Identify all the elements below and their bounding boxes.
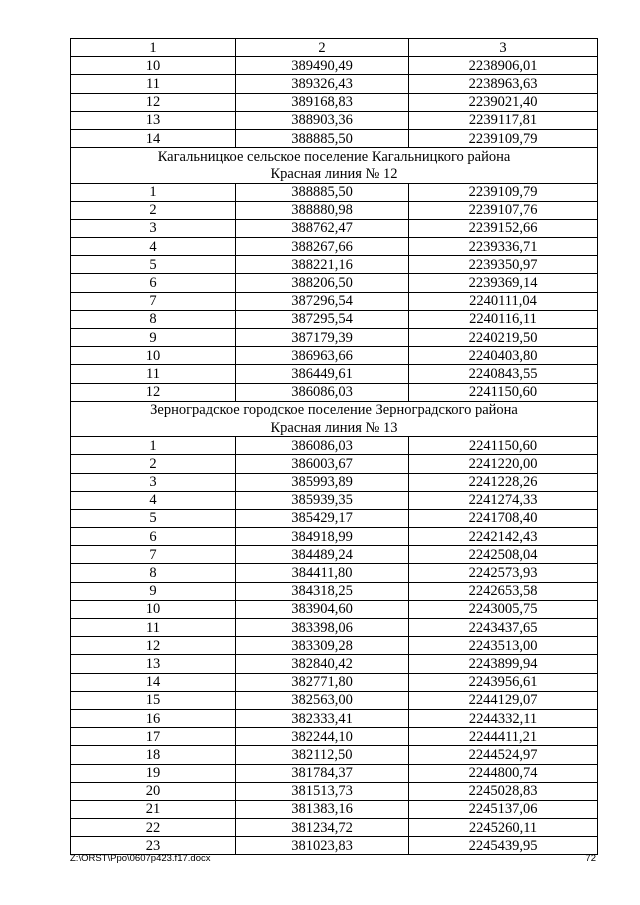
section-subtitle: Красная линия № 13 xyxy=(71,419,598,437)
x-coordinate-cell: 383309,28 xyxy=(236,637,409,655)
y-coordinate-cell: 2244411,21 xyxy=(409,728,598,746)
table-row xyxy=(71,455,598,473)
y-coordinate-cell: 2245137,06 xyxy=(409,800,598,818)
point-number-cell: 2 xyxy=(71,201,236,219)
point-number-cell: 22 xyxy=(71,819,236,837)
y-coordinate-cell: 2239369,14 xyxy=(409,274,598,292)
y-coordinate-cell: 2239117,81 xyxy=(409,111,598,129)
table-row xyxy=(71,782,598,800)
x-coordinate-cell: 385939,35 xyxy=(236,491,409,509)
y-coordinate-cell: 2240219,50 xyxy=(409,329,598,347)
x-coordinate-cell: 384918,99 xyxy=(236,528,409,546)
y-coordinate-cell: 2243956,61 xyxy=(409,673,598,691)
point-number-cell: 1 xyxy=(71,437,236,455)
x-coordinate-cell: 381023,83 xyxy=(236,837,409,855)
y-coordinate-cell: 2239109,79 xyxy=(409,183,598,201)
table-row xyxy=(71,528,598,546)
x-coordinate-cell: 384489,24 xyxy=(236,546,409,564)
x-coordinate-cell: 382563,00 xyxy=(236,691,409,709)
point-number-cell: 2 xyxy=(71,455,236,473)
point-number-cell: 5 xyxy=(71,256,236,274)
point-number-cell: 11 xyxy=(71,75,236,93)
point-number-cell: 10 xyxy=(71,600,236,618)
point-number-cell: 1 xyxy=(71,183,236,201)
x-coordinate-cell: 382840,42 xyxy=(236,655,409,673)
point-number-cell: 8 xyxy=(71,310,236,328)
x-coordinate-cell: 382333,41 xyxy=(236,709,409,727)
section-title: Кагальницкое сельское поселение Кагальницкого района xyxy=(71,148,598,166)
coordinates-table-body xyxy=(71,39,598,855)
point-number-cell: 23 xyxy=(71,837,236,855)
table-row xyxy=(71,691,598,709)
y-coordinate-cell: 2239350,97 xyxy=(409,256,598,274)
table-row xyxy=(71,709,598,727)
x-coordinate-cell: 387296,54 xyxy=(236,292,409,310)
table-row xyxy=(71,655,598,673)
point-number-cell: 4 xyxy=(71,238,236,256)
x-coordinate-cell: 389326,43 xyxy=(236,75,409,93)
y-coordinate-cell: 2241274,33 xyxy=(409,491,598,509)
point-number-cell: 13 xyxy=(71,111,236,129)
coordinates-table xyxy=(70,38,598,855)
section-subtitle-row xyxy=(71,165,598,183)
y-coordinate-cell: 2243513,00 xyxy=(409,637,598,655)
table-row xyxy=(71,619,598,637)
column-header-3: 3 xyxy=(409,39,598,57)
y-coordinate-cell: 2243437,65 xyxy=(409,619,598,637)
y-coordinate-cell: 2241150,60 xyxy=(409,437,598,455)
section-title-row xyxy=(71,148,598,166)
table-row xyxy=(71,93,598,111)
point-number-cell: 9 xyxy=(71,582,236,600)
y-coordinate-cell: 2238963,63 xyxy=(409,75,598,93)
x-coordinate-cell: 388762,47 xyxy=(236,219,409,237)
point-number-cell: 6 xyxy=(71,528,236,546)
table-row xyxy=(71,600,598,618)
table-row xyxy=(71,728,598,746)
y-coordinate-cell: 2239152,66 xyxy=(409,219,598,237)
x-coordinate-cell: 387179,39 xyxy=(236,329,409,347)
y-coordinate-cell: 2239021,40 xyxy=(409,93,598,111)
table-row xyxy=(71,310,598,328)
point-number-cell: 20 xyxy=(71,782,236,800)
point-number-cell: 11 xyxy=(71,365,236,383)
table-row xyxy=(71,437,598,455)
x-coordinate-cell: 389490,49 xyxy=(236,57,409,75)
point-number-cell: 4 xyxy=(71,491,236,509)
x-coordinate-cell: 381784,37 xyxy=(236,764,409,782)
y-coordinate-cell: 2245260,11 xyxy=(409,819,598,837)
y-coordinate-cell: 2242653,58 xyxy=(409,582,598,600)
x-coordinate-cell: 381234,72 xyxy=(236,819,409,837)
table-row xyxy=(71,219,598,237)
y-coordinate-cell: 2240843,55 xyxy=(409,365,598,383)
y-coordinate-cell: 2245439,95 xyxy=(409,837,598,855)
y-coordinate-cell: 2239336,71 xyxy=(409,238,598,256)
table-row xyxy=(71,819,598,837)
y-coordinate-cell: 2239109,79 xyxy=(409,129,598,147)
x-coordinate-cell: 388885,50 xyxy=(236,129,409,147)
table-row xyxy=(71,564,598,582)
y-coordinate-cell: 2242573,93 xyxy=(409,564,598,582)
table-row xyxy=(71,473,598,491)
section-subtitle: Красная линия № 12 xyxy=(71,165,598,183)
y-coordinate-cell: 2239107,76 xyxy=(409,201,598,219)
table-row xyxy=(71,238,598,256)
table-row xyxy=(71,274,598,292)
point-number-cell: 15 xyxy=(71,691,236,709)
y-coordinate-cell: 2244332,11 xyxy=(409,709,598,727)
x-coordinate-cell: 383904,60 xyxy=(236,600,409,618)
y-coordinate-cell: 2244129,07 xyxy=(409,691,598,709)
x-coordinate-cell: 382771,80 xyxy=(236,673,409,691)
point-number-cell: 13 xyxy=(71,655,236,673)
point-number-cell: 5 xyxy=(71,509,236,527)
x-coordinate-cell: 386086,03 xyxy=(236,383,409,401)
point-number-cell: 18 xyxy=(71,746,236,764)
x-coordinate-cell: 381383,16 xyxy=(236,800,409,818)
table-row xyxy=(71,546,598,564)
x-coordinate-cell: 382112,50 xyxy=(236,746,409,764)
point-number-cell: 9 xyxy=(71,329,236,347)
x-coordinate-cell: 388221,16 xyxy=(236,256,409,274)
y-coordinate-cell: 2241220,00 xyxy=(409,455,598,473)
y-coordinate-cell: 2238906,01 xyxy=(409,57,598,75)
x-coordinate-cell: 383398,06 xyxy=(236,619,409,637)
x-coordinate-cell: 388903,36 xyxy=(236,111,409,129)
point-number-cell: 12 xyxy=(71,93,236,111)
x-coordinate-cell: 388880,98 xyxy=(236,201,409,219)
x-coordinate-cell: 381513,73 xyxy=(236,782,409,800)
point-number-cell: 12 xyxy=(71,383,236,401)
table-header-row xyxy=(71,39,598,57)
section-subtitle-row xyxy=(71,419,598,437)
column-header-2: 2 xyxy=(236,39,409,57)
point-number-cell: 6 xyxy=(71,274,236,292)
table-row xyxy=(71,764,598,782)
x-coordinate-cell: 385993,89 xyxy=(236,473,409,491)
x-coordinate-cell: 386449,61 xyxy=(236,365,409,383)
x-coordinate-cell: 387295,54 xyxy=(236,310,409,328)
table-row xyxy=(71,57,598,75)
table-row xyxy=(71,256,598,274)
table-row xyxy=(71,201,598,219)
table-row xyxy=(71,673,598,691)
x-coordinate-cell: 388885,50 xyxy=(236,183,409,201)
x-coordinate-cell: 382244,10 xyxy=(236,728,409,746)
table-row xyxy=(71,292,598,310)
point-number-cell: 7 xyxy=(71,292,236,310)
table-row xyxy=(71,75,598,93)
x-coordinate-cell: 389168,83 xyxy=(236,93,409,111)
point-number-cell: 19 xyxy=(71,764,236,782)
table-row xyxy=(71,347,598,365)
y-coordinate-cell: 2241150,60 xyxy=(409,383,598,401)
y-coordinate-cell: 2241228,26 xyxy=(409,473,598,491)
table-row xyxy=(71,800,598,818)
x-coordinate-cell: 386963,66 xyxy=(236,347,409,365)
x-coordinate-cell: 384411,80 xyxy=(236,564,409,582)
point-number-cell: 12 xyxy=(71,637,236,655)
footer-file-path: Z:\ORST\Ppo\0607p423.f17.docx xyxy=(70,853,211,864)
table-row xyxy=(71,746,598,764)
point-number-cell: 8 xyxy=(71,564,236,582)
y-coordinate-cell: 2244524,97 xyxy=(409,746,598,764)
table-row xyxy=(71,365,598,383)
table-row xyxy=(71,509,598,527)
section-title-row xyxy=(71,401,598,419)
table-row xyxy=(71,637,598,655)
point-number-cell: 16 xyxy=(71,709,236,727)
y-coordinate-cell: 2242508,04 xyxy=(409,546,598,564)
point-number-cell: 14 xyxy=(71,673,236,691)
point-number-cell: 3 xyxy=(71,473,236,491)
section-title: Зерноградское городское поселение Зерноградского района xyxy=(71,401,598,419)
y-coordinate-cell: 2240111,04 xyxy=(409,292,598,310)
point-number-cell: 11 xyxy=(71,619,236,637)
point-number-cell: 21 xyxy=(71,800,236,818)
y-coordinate-cell: 2240403,80 xyxy=(409,347,598,365)
table-row xyxy=(71,582,598,600)
point-number-cell: 17 xyxy=(71,728,236,746)
y-coordinate-cell: 2240116,11 xyxy=(409,310,598,328)
x-coordinate-cell: 385429,17 xyxy=(236,509,409,527)
table-row xyxy=(71,183,598,201)
table-row xyxy=(71,329,598,347)
point-number-cell: 10 xyxy=(71,347,236,365)
x-coordinate-cell: 388206,50 xyxy=(236,274,409,292)
y-coordinate-cell: 2242142,43 xyxy=(409,528,598,546)
x-coordinate-cell: 386003,67 xyxy=(236,455,409,473)
point-number-cell: 3 xyxy=(71,219,236,237)
point-number-cell: 14 xyxy=(71,129,236,147)
x-coordinate-cell: 384318,25 xyxy=(236,582,409,600)
point-number-cell: 10 xyxy=(71,57,236,75)
table-row xyxy=(71,383,598,401)
y-coordinate-cell: 2245028,83 xyxy=(409,782,598,800)
y-coordinate-cell: 2244800,74 xyxy=(409,764,598,782)
table-row xyxy=(71,129,598,147)
column-header-1: 1 xyxy=(71,39,236,57)
x-coordinate-cell: 386086,03 xyxy=(236,437,409,455)
table-row xyxy=(71,111,598,129)
x-coordinate-cell: 388267,66 xyxy=(236,238,409,256)
y-coordinate-cell: 2243005,75 xyxy=(409,600,598,618)
y-coordinate-cell: 2243899,94 xyxy=(409,655,598,673)
y-coordinate-cell: 2241708,40 xyxy=(409,509,598,527)
footer-page-number: 72 xyxy=(585,853,596,864)
point-number-cell: 7 xyxy=(71,546,236,564)
table-row xyxy=(71,491,598,509)
